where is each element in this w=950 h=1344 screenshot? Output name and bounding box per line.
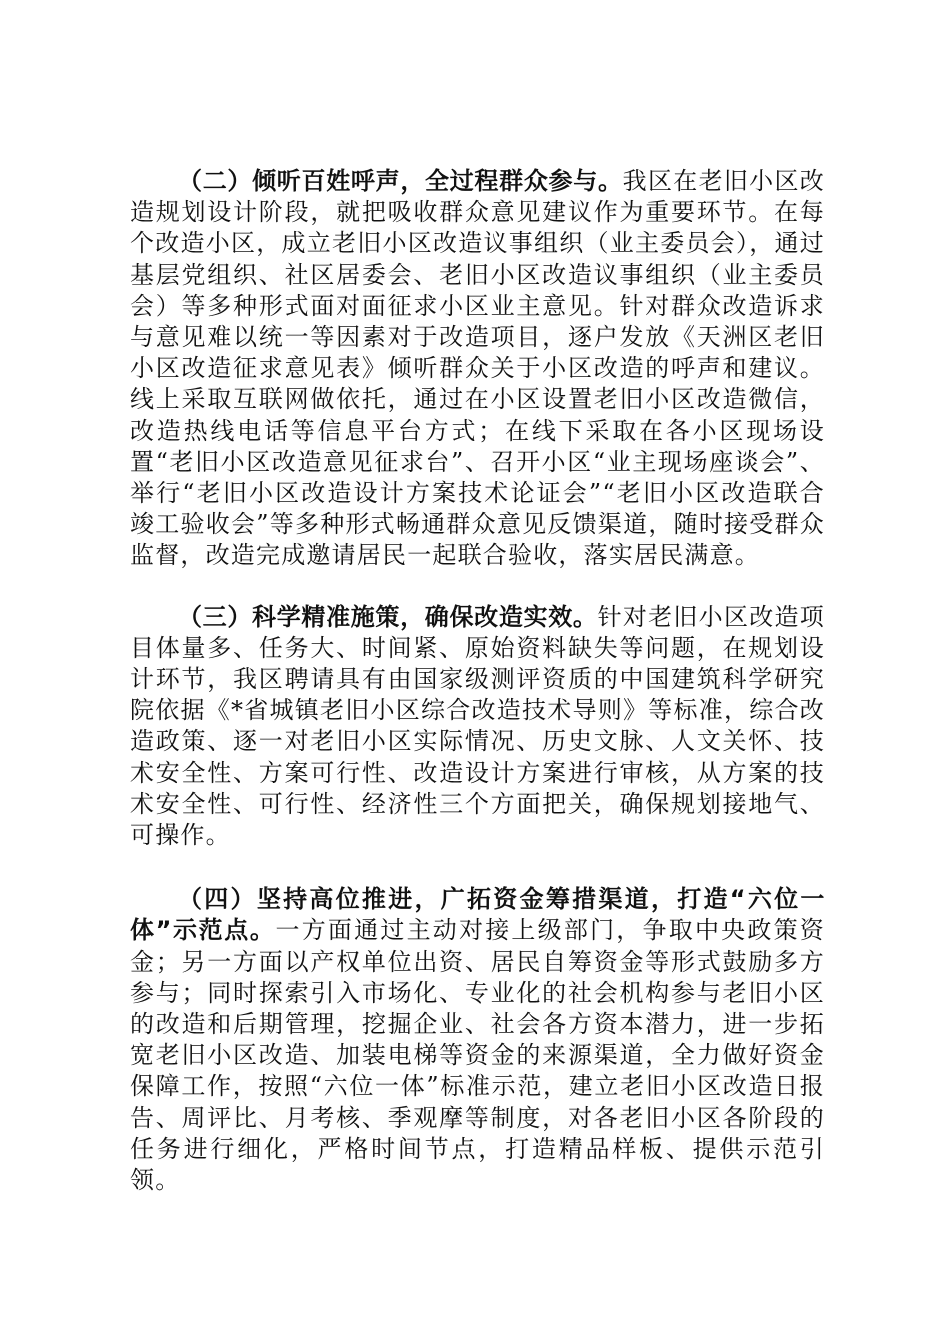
- section-heading-4: （四）坚持高位推进，广拓资金筹措渠道，打造“六位一体”示范点。: [130, 885, 825, 945]
- section-body-4: 一方面通过主动对接上级部门，争取中央政策资金；另一方面以产权单位出资、居民自筹资金等形式鼓励多方参与；同时探索引入市场化、专业化的社会机构参与老旧小区的改造和后期管理，挖掘企业、社会各方资本潜力，进一步拓宽老旧小区改造、加装电梯等资金的来源渠道，全力做好资金保障工作，按照“六位一体”标准示范，建立老旧小区改造日报告、周评比、月考核、季观摩等制度，对各老旧小区各阶段的任务进行细化，严格时间节点，打造精品样板、提供示范引领。: [130, 916, 826, 1195]
- paragraph-section-2: [130, 166, 825, 572]
- section-heading-2: （二）倾听百姓呼声，全过程群众参与。: [178, 167, 623, 195]
- section-heading-3: （三）科学精准施策，确保改造实效。: [178, 602, 598, 631]
- section-body-2: 我区在老旧小区改造规划设计阶段，就把吸收群众意见建议作为重要环节。在每个改造小区，成立老旧小区改造议事组织（业主委员会），通过基层党组织、社区居委会、老旧小区改造议事组织（业主委员会）等多种形式面对面征求小区业主意见。针对群众改造诉求与意见难以统一等因素对于改造项目，逐户发放《天洲区老旧小区改造征求意见表》倾听群众关于小区改造的呼声和建议。线上采取互联网做依托，通过在小区设置老旧小区改造微信，改造热线电话等信息平台方式；在线下采取在各小区现场设置“老旧小区改造意见征求台”、召开小区“业主现场座谈会”、举行“老旧小区改造设计方案技术论证会”“老旧小区改造联合竣工验收会”等多种形式畅通群众意见反馈渠道，随时接受群众监督，改造完成邀请居民一起联合验收，落实居民满意。: [130, 167, 825, 570]
- paragraph-section-4: [130, 884, 825, 1196]
- section-body-3: 针对老旧小区改造项目体量多、任务大、时间紧、原始资料缺失等问题，在规划设计环节，我区聘请具有由国家级测评资质的中国建筑科学研究院依据《*省城镇老旧小区综合改造技术导则》等标准，综合改造政策、逐一对老旧小区实际情况、历史文脉、人文关怀、技术安全性、方案可行性、改造设计方案进行审核，从方案的技术安全性、可行性、经济性三个方面把关，确保规划接地气、可操作。: [130, 602, 825, 850]
- document-body: [130, 166, 825, 1226]
- paragraph-section-3: [130, 602, 825, 852]
